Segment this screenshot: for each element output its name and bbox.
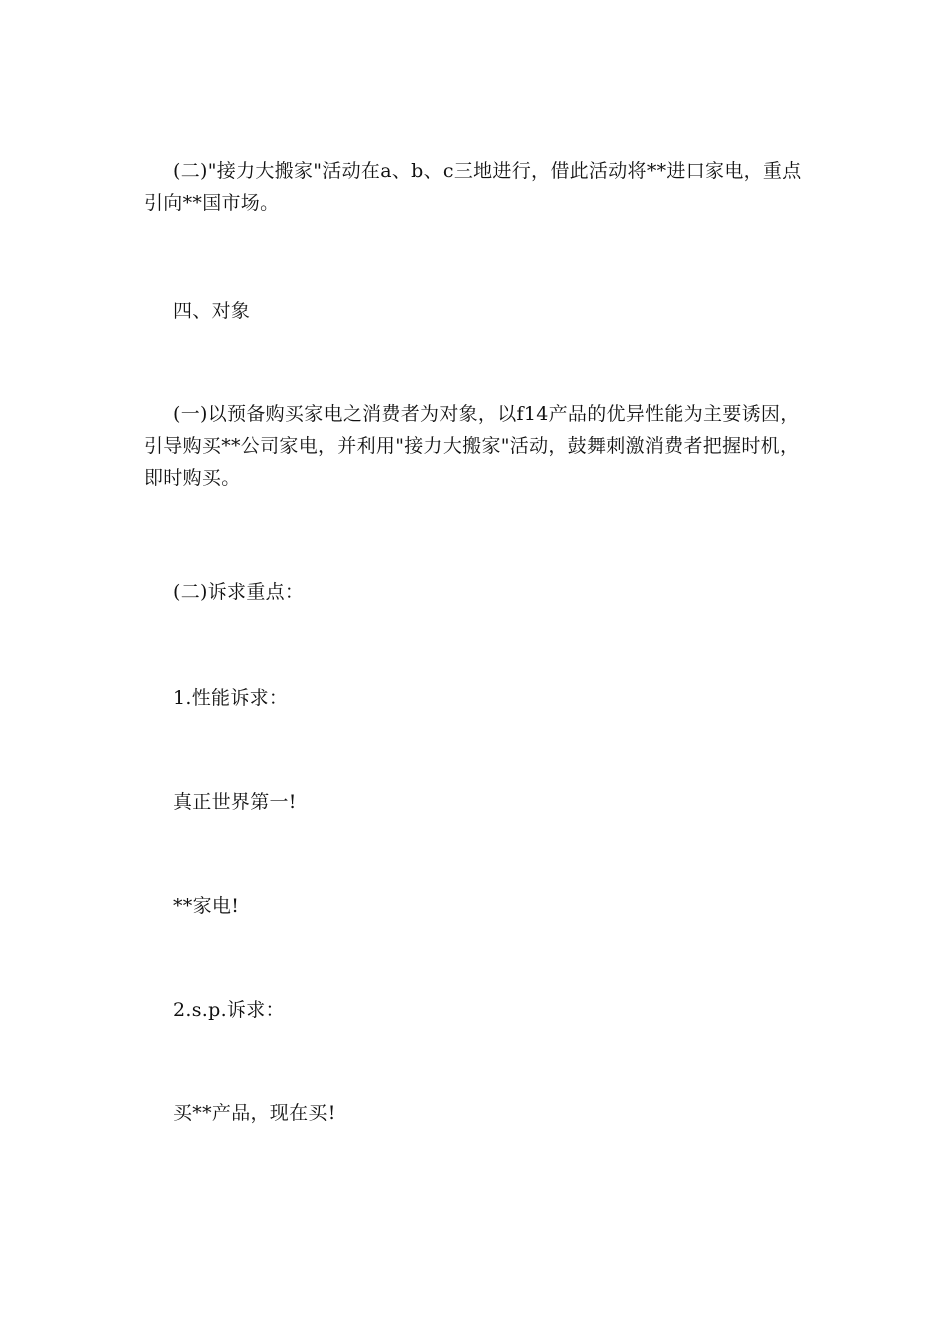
paragraph-line: (二)"接力大搬家"活动在a、b、c三地进行，借此活动将**进口家电，重点 bbox=[173, 160, 802, 182]
paragraph-line: (一)以预备购买家电之消费者为对象，以f14产品的优异性能为主要诱因， bbox=[173, 403, 800, 425]
slogan-buy-now bbox=[173, 1097, 843, 1129]
list-item-text: 2.s.p.诉求： bbox=[173, 999, 285, 1021]
paragraph-line: 引导购买**公司家电，并利用"接力大搬家"活动，鼓舞刺激消费者把握时机， bbox=[144, 435, 800, 457]
list-item-sp-appeal bbox=[173, 994, 843, 1026]
slogan-world-first bbox=[173, 786, 843, 818]
paragraph-target-consumers bbox=[144, 398, 814, 494]
subheading-text: (二)诉求重点： bbox=[173, 581, 305, 603]
subheading-appeal-points bbox=[173, 576, 843, 608]
heading-text: 四、对象 bbox=[173, 300, 251, 322]
section-heading-target bbox=[173, 295, 843, 327]
paragraph-line: 引向**国市场。 bbox=[144, 192, 280, 214]
slogan-text: 买**产品，现在买! bbox=[173, 1102, 336, 1124]
slogan-text: 真正世界第一! bbox=[173, 791, 297, 813]
slogan-text: **家电! bbox=[173, 895, 240, 917]
list-item-performance-appeal bbox=[173, 682, 843, 714]
list-item-text: 1.性能诉求： bbox=[173, 687, 289, 709]
paragraph-line: 即时购买。 bbox=[144, 467, 241, 489]
slogan-appliance bbox=[173, 890, 843, 922]
paragraph-relay-activity bbox=[144, 155, 814, 219]
